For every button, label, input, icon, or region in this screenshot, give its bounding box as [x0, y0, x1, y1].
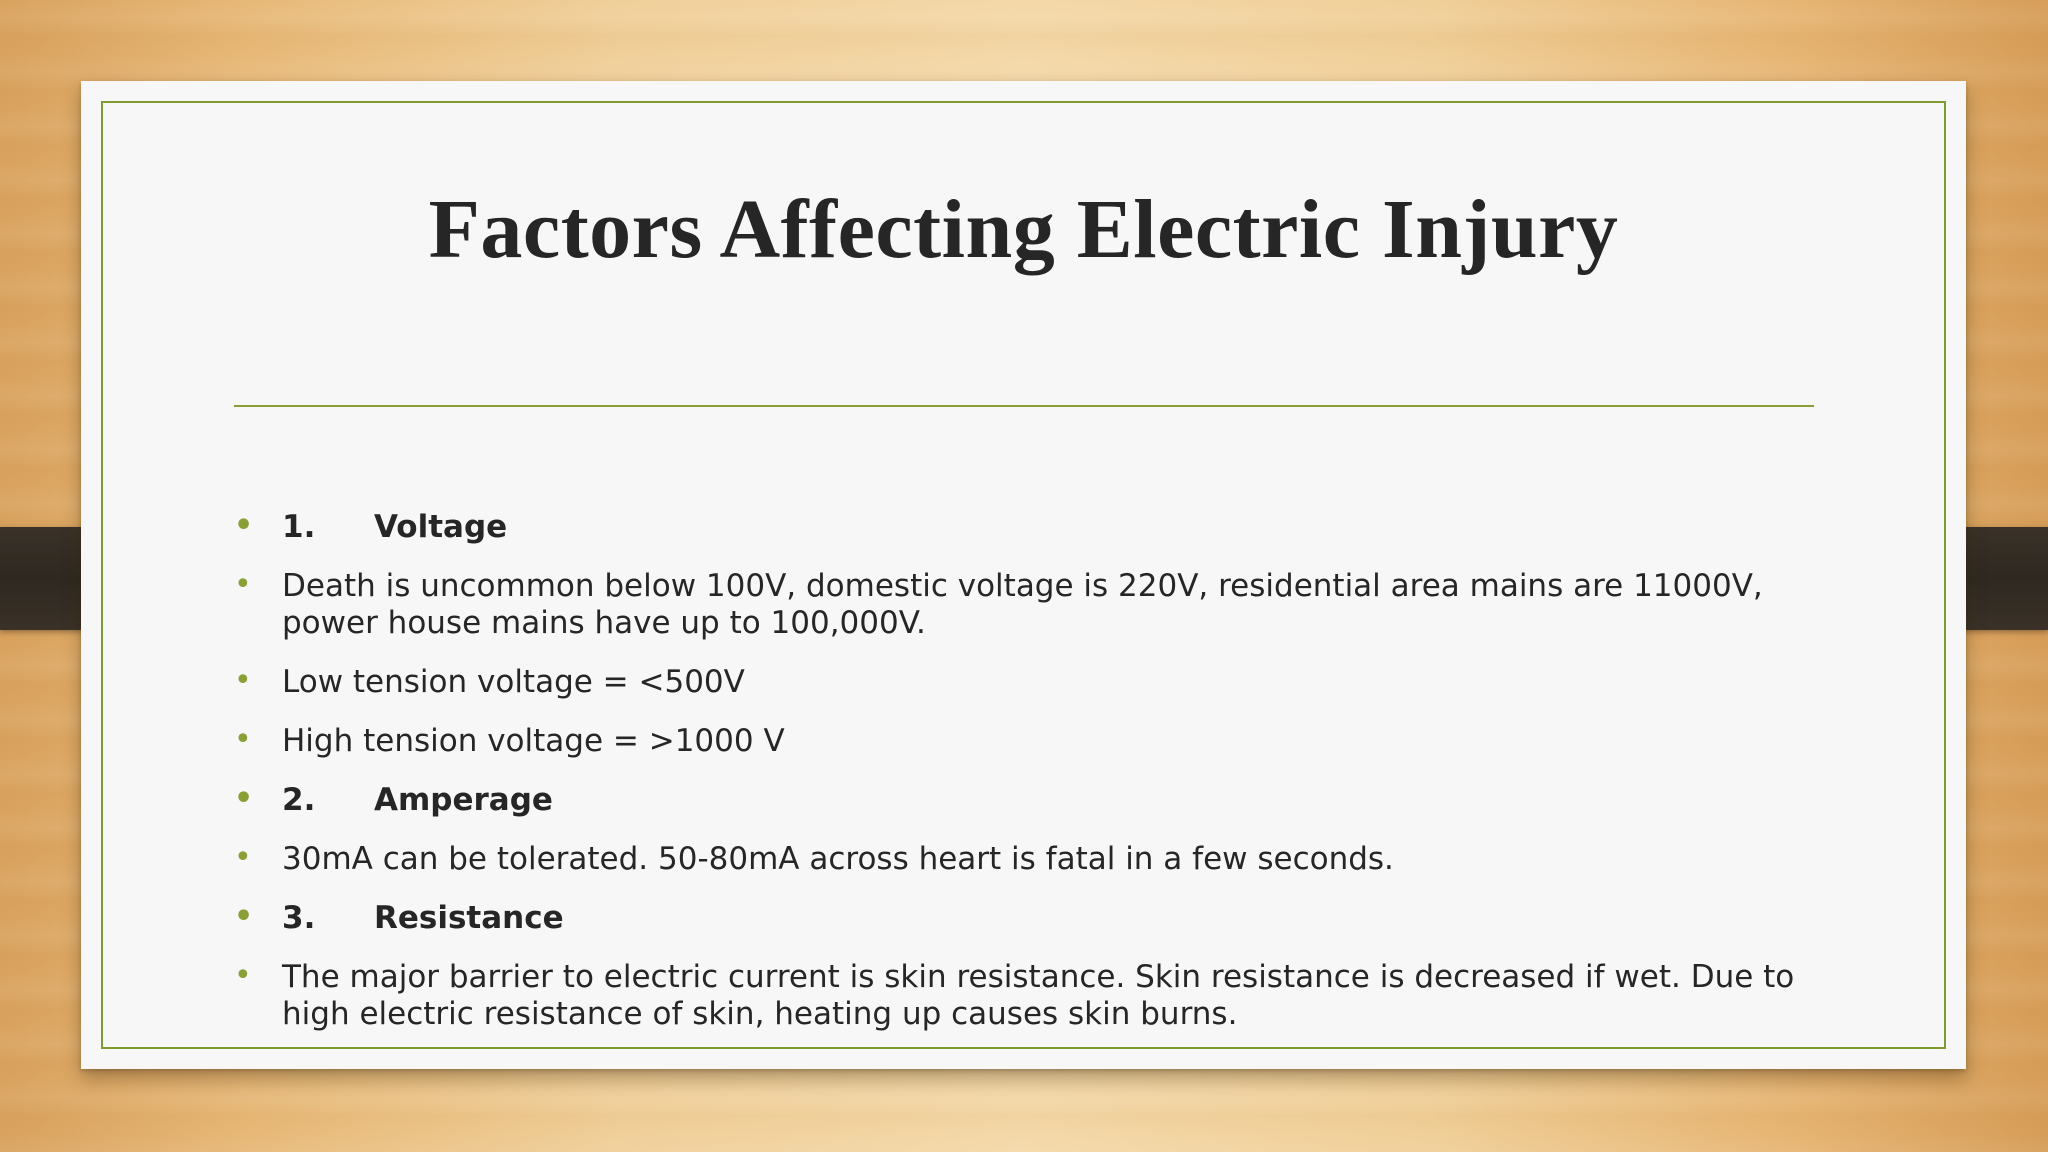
- list-item-text: 30mA can be tolerated. 50-80mA across heart is fatal in a few seconds.: [282, 841, 1394, 877]
- list-item: [234, 959, 1834, 1033]
- list-item-text: High tension voltage = >1000 V: [282, 723, 785, 759]
- title-divider: [234, 405, 1814, 407]
- bullet-icon: •: [234, 663, 252, 698]
- bullet-icon: •: [234, 567, 252, 602]
- heading-number: 1.: [282, 509, 316, 545]
- bullet-icon: •: [234, 781, 254, 816]
- bullet-icon: •: [234, 840, 252, 875]
- bullet-list: [234, 509, 1834, 1055]
- bullet-icon: •: [234, 508, 254, 543]
- list-item-text: Low tension voltage = <500V: [282, 664, 745, 700]
- list-item: [234, 664, 1834, 701]
- list-item-text: The major barrier to electric current is skin resistance. Skin resistance is decreased if wet. Due to high electric resistance of skin, heating up causes skin burns.: [282, 959, 1795, 1032]
- heading-text: Voltage: [374, 509, 508, 545]
- slide: [81, 81, 1966, 1069]
- list-item: [234, 841, 1834, 878]
- heading-number: 3.: [282, 900, 316, 936]
- bullet-icon: •: [234, 722, 252, 757]
- list-item-heading-resistance: [234, 900, 1834, 937]
- heading-text: Resistance: [374, 900, 564, 936]
- list-item: [234, 723, 1834, 760]
- heading-text: Amperage: [374, 782, 553, 818]
- list-item-text: Death is uncommon below 100V, domestic voltage is 220V, residential area mains are 11000V, power house mains have up to 100,000V.: [282, 568, 1763, 641]
- heading-number: 2.: [282, 782, 316, 818]
- slide-title: Factors Affecting Electric Injury: [428, 183, 1619, 276]
- bullet-icon: •: [234, 899, 254, 934]
- list-item: [234, 568, 1834, 642]
- list-item-heading-amperage: [234, 782, 1834, 819]
- list-item-heading-voltage: [234, 509, 1834, 546]
- bullet-icon: •: [234, 958, 252, 993]
